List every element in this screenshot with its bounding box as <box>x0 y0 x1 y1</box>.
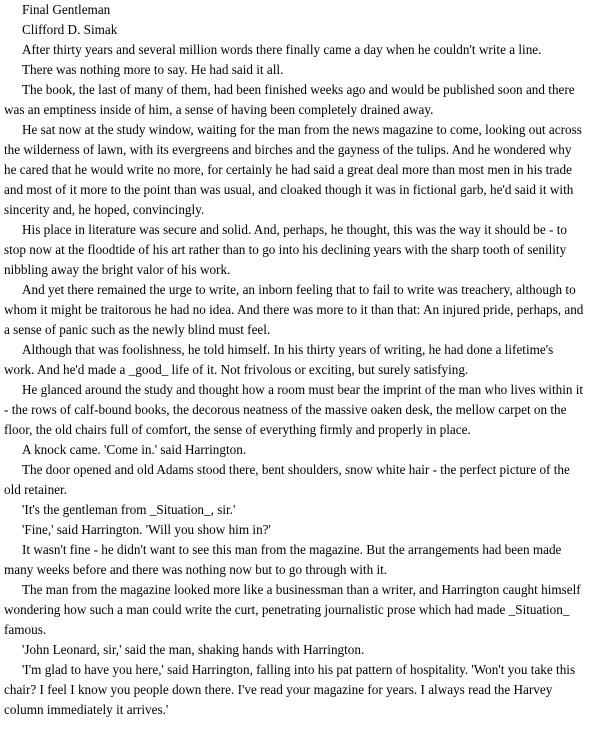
story-author: Clifford D. Simak <box>22 22 118 37</box>
paragraph: A knock came. 'Come in.' said Harrington. <box>22 442 247 457</box>
paragraph: 'I'm glad to have you here,' said Harrington, falling into his pat pattern of hospitality. 'Won't you take this chair? I feel I know you people down there. I've read your magazine for years. I always read the Harvey column immediately it arrives.' <box>4 662 576 717</box>
paragraph: 'John Leonard, sir,' said the man, shaking hands with Harrington. <box>22 642 365 657</box>
paragraph: And yet there remained the urge to write, an inborn feeling that to fail to write was treachery, although to whom it might be traitorous he had no idea. And there was more to it than that: An injured pride, perhaps, and a sense of panic such as the newly blind must feel. <box>4 282 584 337</box>
paragraph: 'It's the gentleman from _Situation_, sir.' <box>22 502 236 517</box>
paragraph: It wasn't fine - he didn't want to see this man from the magazine. But the arrangements had been made many weeks before and there was nothing now but to go through with it. <box>4 542 562 577</box>
paragraph: 'Fine,' said Harrington. 'Will you show him in?' <box>22 522 271 537</box>
paragraph: Although that was foolishness, he told himself. In his thirty years of writing, he had done a lifetime's work. And he'd made a _good_ life of it. Not frivolous or exciting, but surely satisfying. <box>4 342 554 377</box>
paragraph: He glanced around the study and thought how a room must bear the imprint of the man who lives within it - the rows of calf-bound books, the decorous neatness of the massive oaken desk, the mellow carpet on the floor, the old chairs full of comfort, the sense of everything firmly and properly in place. <box>4 382 584 437</box>
paragraph: The man from the magazine looked more like a businessman than a writer, and Harrington caught himself wondering how such a man could write the curt, penetrating journalistic prose which had made _Situation_ famous. <box>4 582 581 637</box>
paragraph: The book, the last of many of them, had been finished weeks ago and would be published soon and there was an emptiness inside of him, a sense of having been completely drained away. <box>4 82 575 117</box>
story-title: Final Gentleman <box>22 2 111 17</box>
paragraph: After thirty years and several million words there finally came a day when he couldn't write a line. <box>22 42 542 57</box>
paragraph: The door opened and old Adams stood there, bent shoulders, snow white hair - the perfect picture of the old retainer. <box>4 462 570 497</box>
paragraph: He sat now at the study window, waiting for the man from the news magazine to come, looking out across the wilderness of lawn, with its evergreens and birches and the gayness of the tulips. And he wondered why he cared that he would write no more, for certainly he had said a great deal more than most men in his trade and most of it more to the point than was usual, and cloaked though it was in fictional garb, he'd said it with sincerity and, he hoped, convincingly. <box>4 122 582 217</box>
paragraph: His place in literature was secure and solid. And, perhaps, he thought, this was the way it should be - to stop now at the floodtide of his art rather than to go into his declining years with the sharp tooth of senility nibbling away the bright valor of his work. <box>4 222 567 277</box>
paragraph: There was nothing more to say. He had said it all. <box>22 62 284 77</box>
